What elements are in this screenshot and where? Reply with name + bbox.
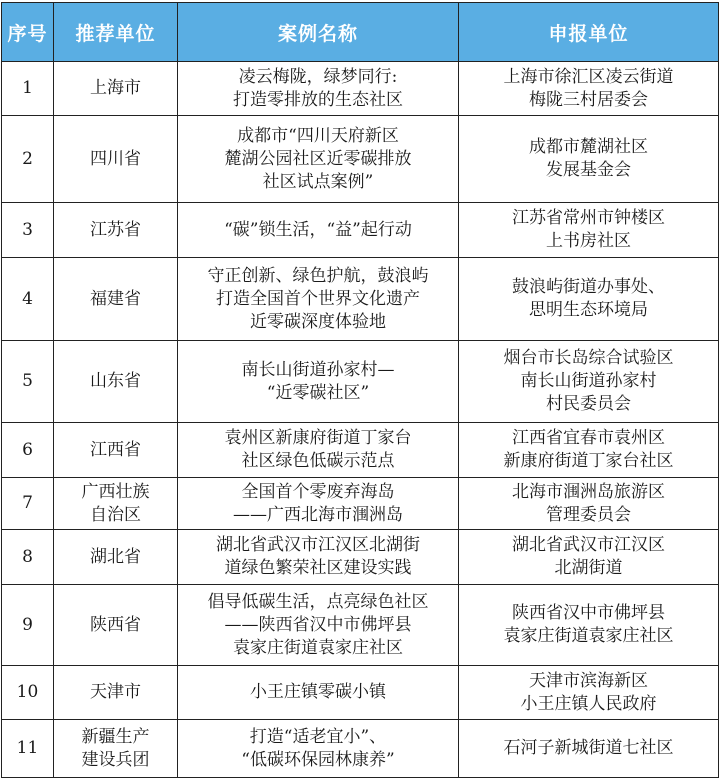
cell-recommender: [54, 203, 178, 258]
cell-recommender: [54, 258, 178, 341]
cell-recommender-line: 新疆生产: [81, 726, 150, 747]
cell-case-name-line: 倡导低碳生活，点亮绿色社区: [207, 591, 429, 612]
cell-case-name-line: 袁州区新康府街道丁家台: [224, 428, 412, 448]
cell-declarer-line: 梅陇三村居委会: [529, 89, 648, 110]
cell-case-name-line: 全国首个零废弃海岛: [241, 481, 395, 502]
cell-declarer: [459, 258, 719, 341]
cell-case-name-line: ——广西北海市涠洲岛: [233, 504, 403, 525]
cell-declarer: [459, 478, 719, 530]
table-header-row: [2, 3, 719, 62]
cell-recommender-line: 四川省: [90, 148, 141, 169]
cell-case-name-line: “碳”锁生活，“益”起行动: [224, 219, 412, 240]
header-declarer: 申报单位: [459, 3, 719, 62]
cell-recommender: [54, 478, 178, 530]
cell-declarer-line: 湖北省武汉市江汉区: [512, 535, 665, 555]
cell-declarer-line: 成都市麓湖社区: [529, 137, 648, 157]
table-row: [2, 585, 719, 666]
cell-recommender-line: 陕西省: [90, 614, 141, 635]
cell-declarer-line: 天津市滨海新区: [529, 670, 648, 691]
cell-case-name-line: 南长山街道孙家村—: [241, 359, 395, 380]
cell-case-name: [178, 423, 459, 478]
table-row: [2, 258, 719, 341]
cell-recommender: [54, 666, 178, 720]
cell-case-name-line: 打造“适老宜小”、: [249, 726, 387, 747]
cell-declarer-line: 鼓浪屿街道办事处、: [512, 277, 665, 297]
cell-declarer: [459, 585, 719, 666]
case-table: [1, 2, 719, 778]
cell-number: 7: [2, 478, 54, 530]
cell-number: 2: [2, 116, 54, 203]
cell-case-name: [178, 62, 459, 116]
cell-case-name-line: 麓湖公园社区近零碳排放: [224, 148, 412, 169]
table-row: [2, 116, 719, 203]
cell-case-name-line: 社区绿色低碳示范点: [241, 451, 395, 471]
cell-recommender-line: 建设兵团: [81, 749, 150, 770]
table-row: [2, 720, 719, 778]
cell-case-name-line: “低碳环保园林康养”: [241, 749, 395, 770]
cell-recommender-line: 福建省: [90, 288, 141, 309]
cell-recommender: [54, 530, 178, 585]
cell-declarer-line: 村民委员会: [546, 394, 631, 414]
table-row: [2, 423, 719, 478]
cell-case-name-line: 道绿色繁荣社区建设实践: [224, 558, 412, 578]
cell-recommender: [54, 585, 178, 666]
cell-case-name-line: 成都市“四川天府新区: [237, 125, 399, 146]
cell-case-name-line: ——陕西省汉中市佛坪县: [224, 614, 412, 635]
cell-case-name: [178, 478, 459, 530]
cell-declarer-line: 上海市徐汇区凌云街道: [503, 66, 674, 87]
cell-number: 3: [2, 203, 54, 258]
cell-case-name: [178, 585, 459, 666]
cell-case-name-line: “近零碳社区”: [266, 382, 370, 403]
cell-declarer-line: 思明生态环境局: [529, 300, 648, 320]
cell-number: 1: [2, 62, 54, 116]
cell-declarer-line: 发展基金会: [546, 160, 631, 180]
cell-declarer-line: 新康府街道丁家台社区: [503, 451, 674, 471]
cell-declarer-line: 江西省宜春市袁州区: [512, 428, 665, 448]
cell-case-name-line: 打造零排放的生态社区: [233, 89, 403, 110]
cell-declarer-line: 烟台市长岛综合试验区: [503, 348, 674, 368]
header-case-name: 案例名称: [178, 3, 459, 62]
cell-recommender-line: 江苏省: [90, 219, 141, 240]
cell-number: 5: [2, 341, 54, 423]
cell-declarer-line: 陕西省汉中市佛坪县: [512, 603, 665, 623]
cell-recommender-line: 自治区: [90, 504, 141, 525]
cell-declarer: [459, 203, 719, 258]
header-recommender: 推荐单位: [54, 3, 178, 62]
cell-recommender-line: 上海市: [90, 78, 141, 98]
cell-declarer: [459, 720, 719, 778]
cell-case-name: [178, 666, 459, 720]
cell-declarer-line: 南长山街道孙家村: [520, 371, 657, 391]
cell-case-name: [178, 258, 459, 341]
table-body: [2, 62, 719, 778]
cell-case-name-line: 近零碳深度体验地: [250, 311, 386, 332]
cell-declarer-line: 石河子新城街道七社区: [503, 738, 674, 758]
cell-case-name-line: 小王庄镇零碳小镇: [250, 682, 386, 702]
cell-recommender-line: 广西壮族: [81, 481, 150, 502]
cell-case-name-line: 湖北省武汉市江汉区北湖街: [216, 535, 420, 555]
cell-recommender-line: 天津市: [90, 682, 141, 702]
table-row: [2, 666, 719, 720]
cell-case-name-line: 凌云梅陇，绿梦同行:: [238, 66, 398, 87]
cell-declarer-line: 江苏省常州市钟楼区: [512, 208, 665, 228]
cell-number: 4: [2, 258, 54, 341]
cell-case-name-line: 社区试点案例”: [262, 171, 374, 192]
cell-recommender: [54, 720, 178, 778]
table-row: [2, 341, 719, 423]
cell-declarer-line: 小王庄镇人民政府: [520, 693, 657, 714]
cell-recommender: [54, 423, 178, 478]
cell-declarer-line: 袁家庄街道袁家庄社区: [503, 626, 674, 646]
table-row: [2, 478, 719, 530]
cell-case-name: [178, 116, 459, 203]
header-number: 序号: [2, 3, 54, 62]
cell-number: 8: [2, 530, 54, 585]
cell-declarer-line: 北海市涠洲岛旅游区: [512, 481, 665, 502]
cell-recommender: [54, 62, 178, 116]
cell-recommender: [54, 116, 178, 203]
cell-case-name-line: 守正创新、绿色护航，鼓浪屿: [207, 265, 429, 286]
cell-number: 6: [2, 423, 54, 478]
cell-number: 9: [2, 585, 54, 666]
cell-declarer-line: 北湖街道: [554, 558, 623, 578]
cell-declarer-line: 上书房社区: [546, 231, 631, 251]
cell-declarer: [459, 530, 719, 585]
table-row: [2, 62, 719, 116]
cell-declarer: [459, 116, 719, 203]
cell-case-name: [178, 530, 459, 585]
cell-declarer: [459, 666, 719, 720]
cell-case-name: [178, 341, 459, 423]
cell-declarer: [459, 341, 719, 423]
cell-declarer-line: 管理委员会: [546, 504, 631, 525]
cell-number: 11: [2, 720, 54, 778]
cell-case-name-line: 袁家庄街道袁家庄社区: [233, 637, 403, 658]
cell-case-name: [178, 203, 459, 258]
cell-number: 10: [2, 666, 54, 720]
cell-case-name-line: 打造全国首个世界文化遗产: [216, 288, 420, 309]
cell-declarer: [459, 62, 719, 116]
cell-recommender-line: 湖北省: [90, 546, 141, 567]
cell-declarer: [459, 423, 719, 478]
cell-recommender-line: 山东省: [90, 371, 141, 391]
table-row: [2, 203, 719, 258]
cell-recommender: [54, 341, 178, 423]
table-row: [2, 530, 719, 585]
cell-recommender-line: 江西省: [90, 439, 141, 460]
cell-case-name: [178, 720, 459, 778]
